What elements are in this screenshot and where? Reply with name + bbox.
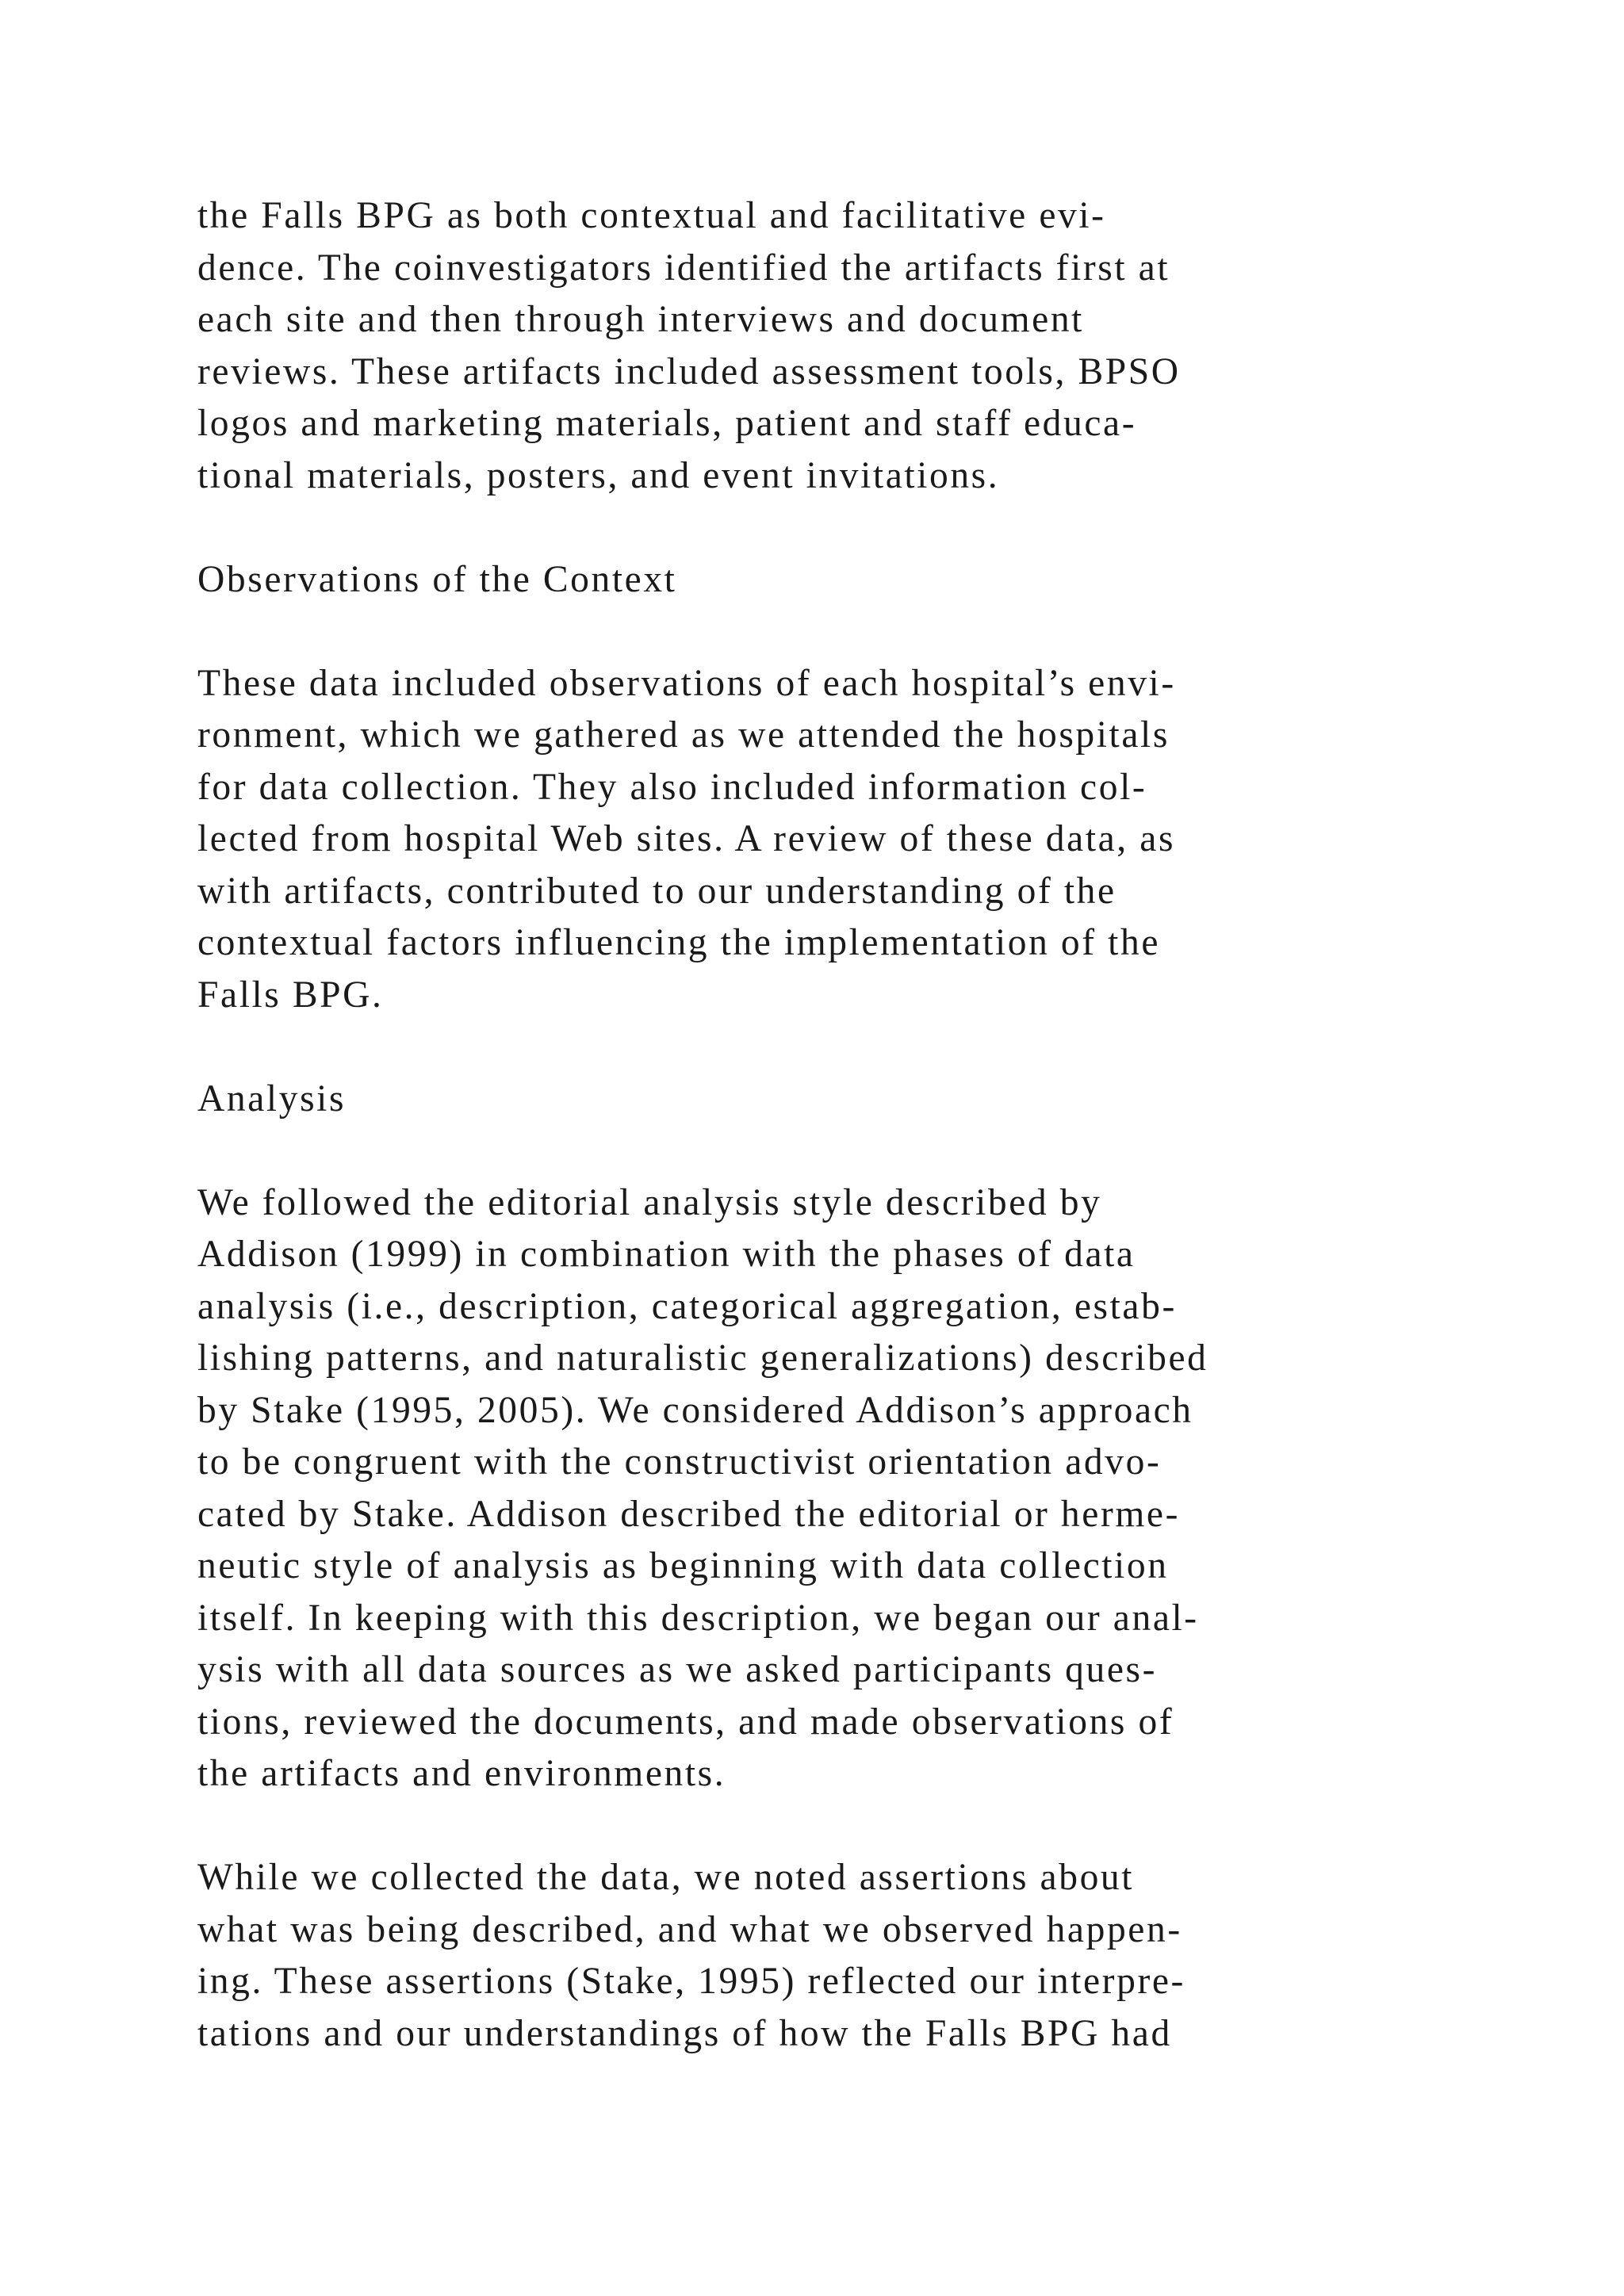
text-line: ronment, which we gathered as we attended the hospitals — [197, 714, 1170, 756]
text-line: the artifacts and environments. — [197, 1753, 726, 1794]
text-line: with artifacts, contributed to our understanding of the — [197, 870, 1116, 912]
paragraph-spacer — [197, 1800, 1545, 1853]
paragraph-spacer — [197, 502, 1545, 554]
text-line: lected from hospital Web sites. A review of these data, as — [197, 818, 1176, 859]
text-line: neutic style of analysis as beginning with data collection — [197, 1545, 1169, 1586]
paragraph-spacer — [197, 1021, 1545, 1073]
text-line: While we collected the data, we noted assertions about — [197, 1857, 1135, 1898]
text-line: each site and then through interviews and document — [197, 299, 1084, 340]
text-line: what was being described, and what we observed happen- — [197, 1908, 1182, 1950]
text-line: lishing patterns, and naturalistic generalizations) described — [197, 1337, 1208, 1379]
paragraph-observations — [197, 658, 1545, 1022]
paragraph-spacer — [197, 606, 1545, 658]
text-line: by Stake (1995, 2005). We considered Addison’s approach — [197, 1389, 1193, 1431]
section-heading-analysis: Analysis — [197, 1077, 347, 1119]
section-heading-observations: Observations of the Context — [197, 558, 677, 600]
text-line: ysis with all data sources as we asked participants ques- — [197, 1649, 1158, 1690]
text-line: tional materials, posters, and event invitations. — [197, 454, 1000, 496]
text-line: contextual factors influencing the implementation of the — [197, 922, 1161, 963]
text-line: Addison (1999) in combination with the phases of data — [197, 1234, 1136, 1275]
text-line: We followed the editorial analysis style described by — [197, 1181, 1102, 1223]
text-line: tations and our understandings of how the Falls BPG had — [197, 2012, 1172, 2054]
paragraph-assertions — [197, 1852, 1545, 2060]
text-line: cated by Stake. Addison described the editorial or herme- — [197, 1493, 1181, 1535]
text-line: reviews. These artifacts included assessment tools, BPSO — [197, 350, 1181, 392]
text-line: logos and marketing materials, patient and staff educa- — [197, 403, 1137, 444]
paragraph-analysis — [197, 1177, 1545, 1800]
document-body — [197, 190, 1545, 2060]
text-line: tions, reviewed the documents, and made observations of — [197, 1701, 1174, 1743]
paragraph-artifacts — [197, 190, 1545, 502]
text-line: itself. In keeping with this description, we began our anal- — [197, 1597, 1199, 1639]
text-line: Falls BPG. — [197, 974, 384, 1016]
text-line: These data included observations of each hospital’s envi- — [197, 662, 1176, 704]
text-line: to be congruent with the constructivist orientation advo- — [197, 1441, 1162, 1483]
text-line: for data collection. They also included information col- — [197, 766, 1147, 808]
text-line: ing. These assertions (Stake, 1995) reflected our interpre- — [197, 1961, 1185, 2002]
text-line: dence. The coinvestigators identified the artifacts first at — [197, 247, 1170, 289]
text-line: the Falls BPG as both contextual and facilitative evi- — [197, 195, 1106, 236]
paragraph-spacer — [197, 1125, 1545, 1177]
text-line: analysis (i.e., description, categorical aggregation, estab- — [197, 1285, 1177, 1327]
